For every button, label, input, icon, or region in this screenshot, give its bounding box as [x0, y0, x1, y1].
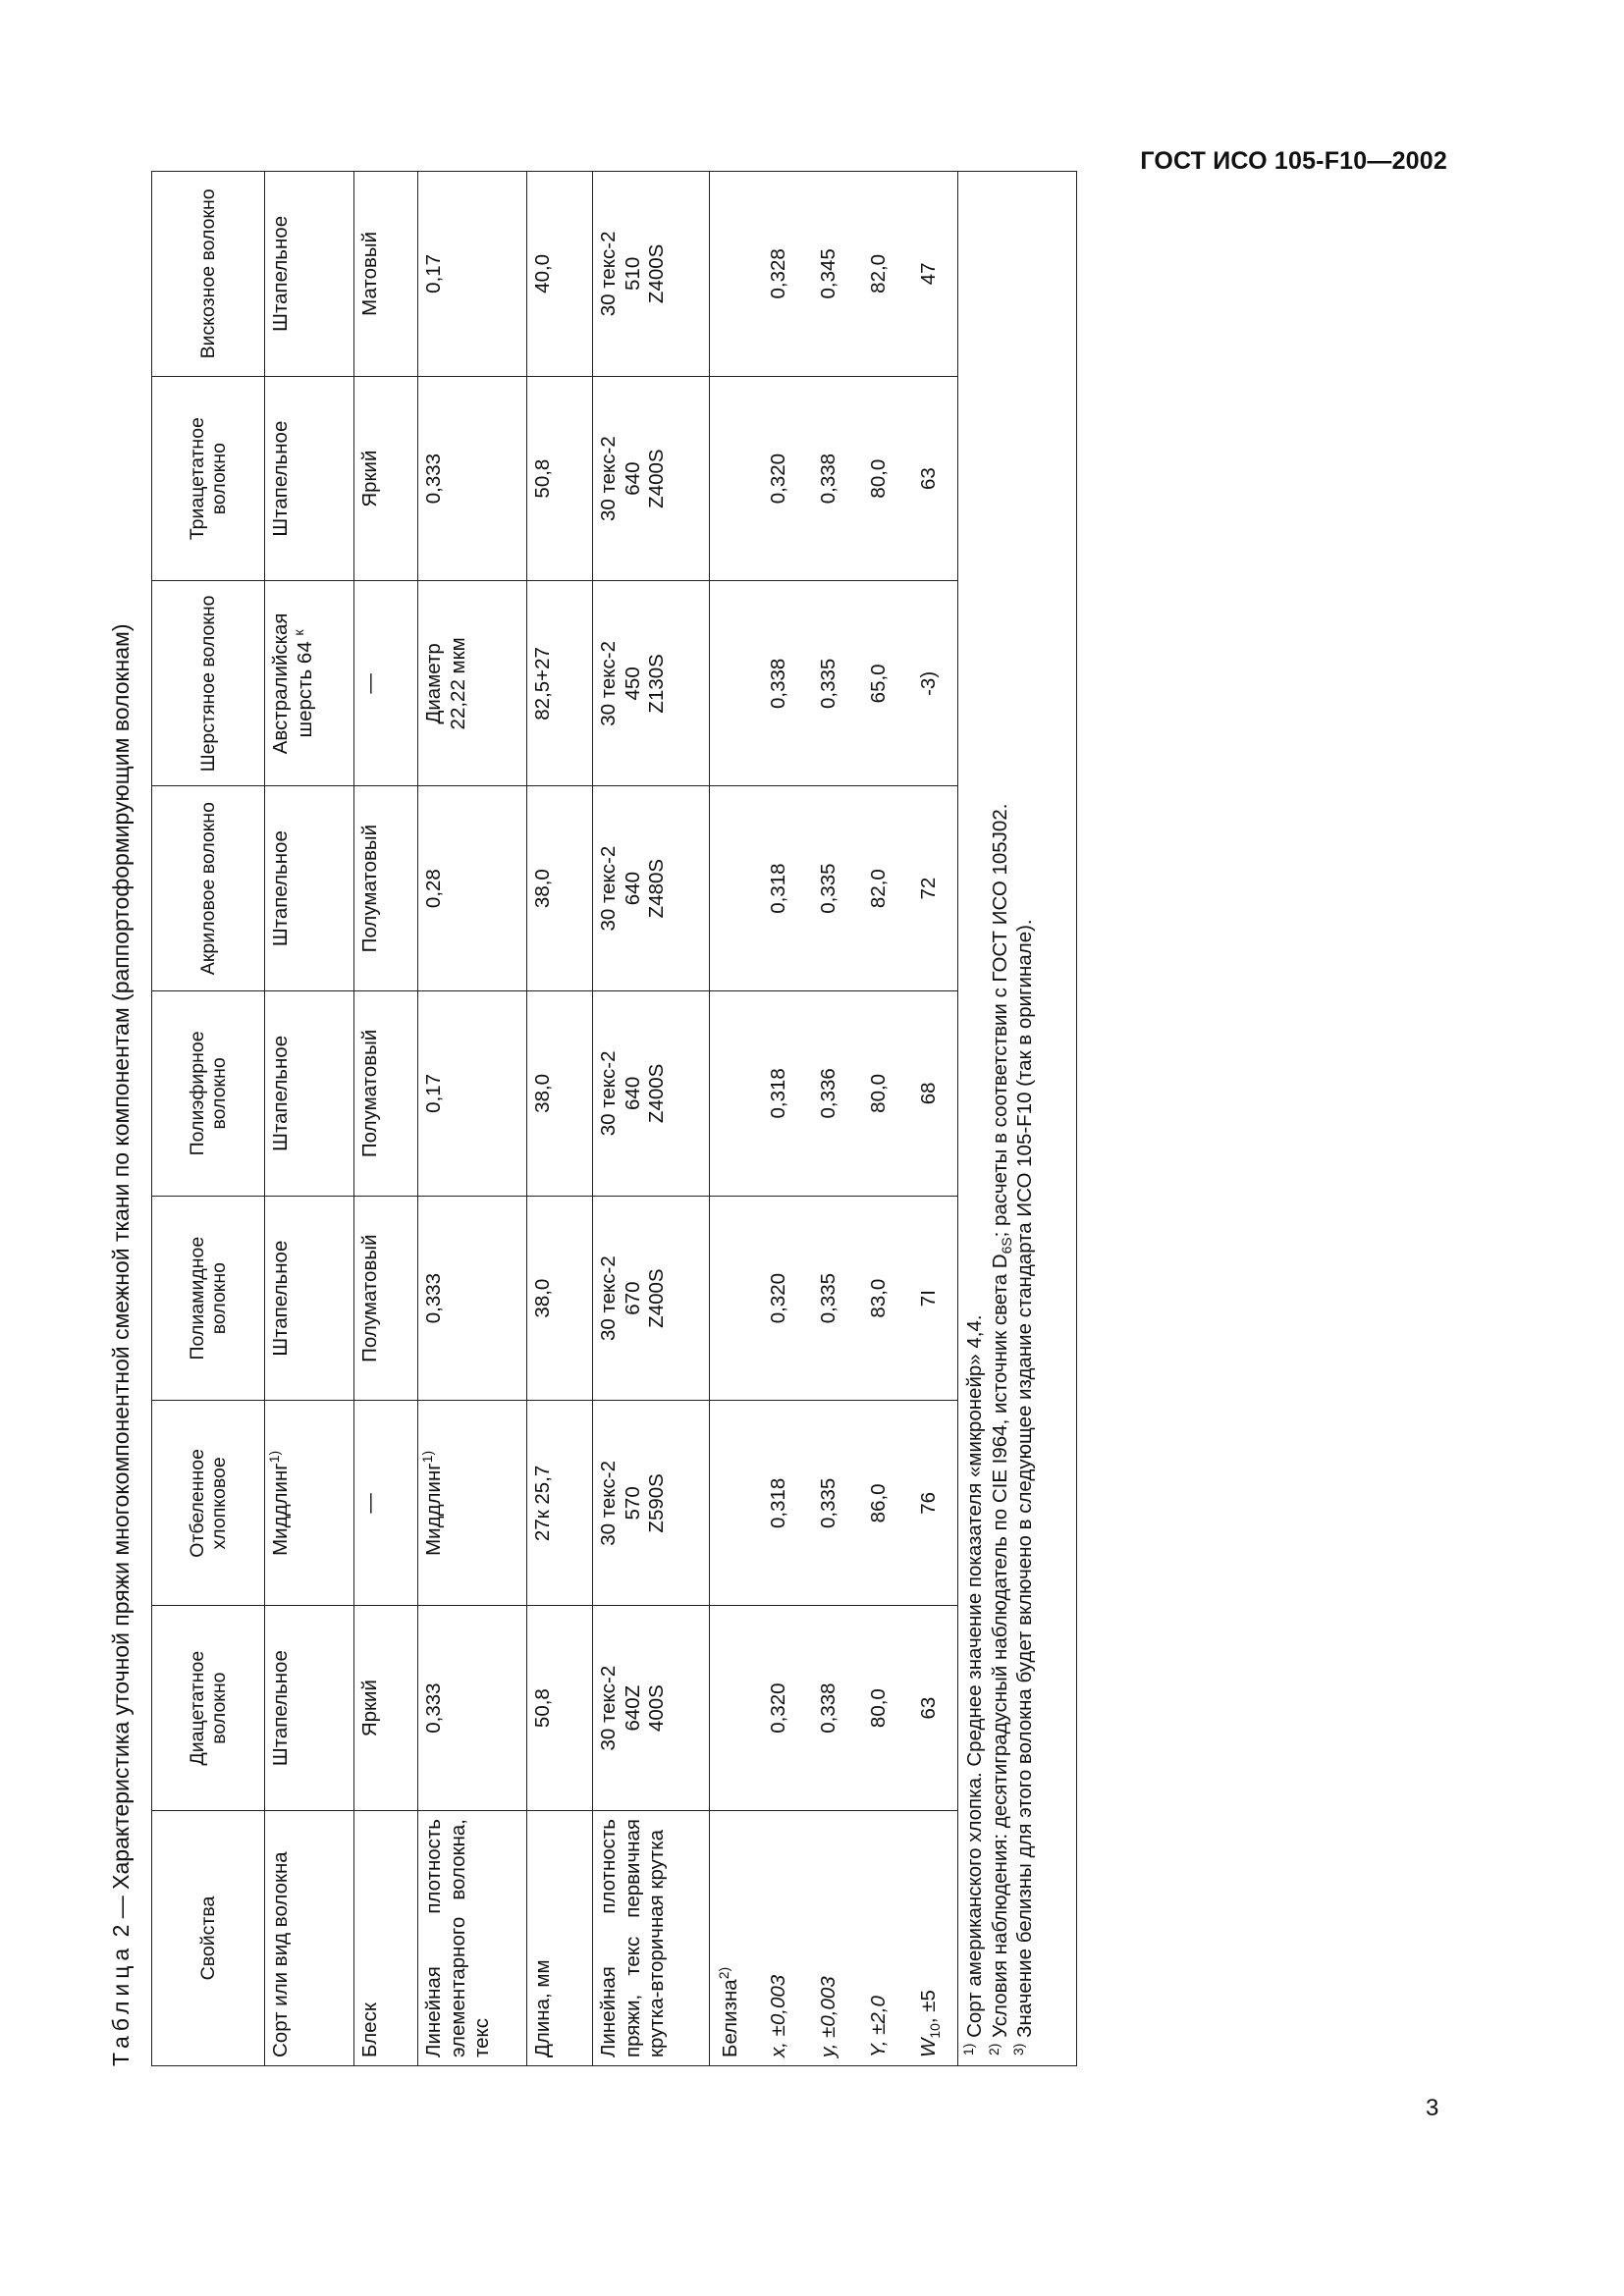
row-label: [710, 1811, 958, 2066]
table-cell: 0,28: [418, 786, 527, 991]
value-W10: 7I: [917, 1290, 940, 1308]
value-y: 0,335: [817, 1477, 839, 1529]
x-label: [753, 1819, 803, 2057]
table-cell: [710, 172, 958, 377]
fiber-properties-table: [151, 171, 1077, 2066]
table-row: [265, 172, 354, 2066]
table-cell: 50,8: [527, 1606, 593, 1811]
value-W10: 47: [917, 262, 940, 286]
table-row: [527, 172, 593, 2066]
table-cell: 30 текс-2 670 Z400S: [593, 1196, 710, 1401]
row-label: Линейная плотность элементарного волокна, текс: [418, 1811, 527, 2066]
table-footnotes: [958, 172, 1077, 2066]
value-x: 0,338: [767, 658, 789, 710]
column-header: Полиамидное волокно: [152, 1196, 265, 1401]
value-x: 0,328: [767, 248, 789, 299]
W10-label: [903, 1819, 953, 2057]
table-cell: 30 текс-2 640 Z400S: [593, 376, 710, 581]
table-row: [418, 172, 527, 2066]
footnote-3: [1012, 182, 1038, 2056]
footnote-mark: 2): [985, 2043, 1001, 2056]
value-y: 0,338: [817, 1682, 839, 1734]
cell-text: Миддлинг: [269, 1463, 292, 1556]
value-x: 0,320: [767, 453, 789, 505]
value-x: 0,318: [767, 863, 789, 914]
column-header: Полиэфирное волокно: [152, 991, 265, 1197]
value-Y: 80,0: [867, 1073, 890, 1113]
label-text: x, ±0,003: [767, 1974, 789, 2057]
table-cell: 0,333: [418, 376, 527, 581]
table-cell: 30 текс-2 640 Z480S: [593, 786, 710, 991]
table-cell: 30 текс-2 510 Z400S: [593, 172, 710, 377]
value-y: 0,335: [817, 658, 839, 710]
footnote-text: Условия наблюдения: десятиградусный наблюдатель по CIE I964, источник света D: [988, 1254, 1011, 2044]
column-header: Триацетатное волокно: [152, 376, 265, 581]
table-cell: Диаметр 22,22 мкм: [418, 581, 527, 786]
table-cell: [710, 991, 958, 1197]
table-caption-number: 2: [108, 1924, 134, 1938]
footnote-text: ; расчеты в соответствии с ГОСТ ИСО 105J02.: [988, 803, 1011, 1238]
table-cell: Яркий: [354, 1606, 418, 1811]
label-text: Y, ±2,0: [867, 1996, 890, 2057]
column-header: Вискозное волокно: [152, 172, 265, 377]
value-Y: 86,0: [867, 1483, 890, 1523]
table-cell: [418, 1401, 527, 1606]
value-x: 0,318: [767, 1068, 789, 1119]
value-Y: 82,0: [867, 869, 890, 909]
table-cell: 38,0: [527, 1196, 593, 1401]
column-header: Диацетатное волокно: [152, 1606, 265, 1811]
y-label: [803, 1819, 853, 2057]
table-cell: 0,17: [418, 172, 527, 377]
label-text: Белизна: [719, 1979, 741, 2057]
standard-code: ГОСТ ИСО 105-F10—2002: [1140, 147, 1447, 175]
Y-label: [853, 1819, 903, 2057]
label-sub: 10: [927, 2023, 944, 2039]
value-W10: 63: [917, 467, 940, 491]
footnote-text: Значение белизны для этого волокна будет включено в следующее издание стандарта ИСО 105-F10 (так в оригинале).: [1013, 919, 1037, 2044]
table-cell: Штапельное: [265, 1196, 354, 1401]
value-Y: 80,0: [867, 1688, 890, 1729]
value-Y: 80,0: [867, 458, 890, 499]
table-caption: [108, 623, 135, 2066]
footnote-ref: 1): [419, 1450, 436, 1464]
table-row-whiteness: [710, 172, 958, 2066]
table-cell: Штапельное: [265, 172, 354, 377]
table-cell: Матовый: [354, 172, 418, 377]
table-cell: [710, 376, 958, 581]
table-cell: 30 текс-2 640 Z400S: [593, 991, 710, 1197]
table-cell: Полуматовый: [354, 786, 418, 991]
table-cell: 30 текс-2 640Z 400S: [593, 1606, 710, 1811]
table-cell: 40,0: [527, 172, 593, 377]
table-cell: Яркий: [354, 376, 418, 581]
table-cell: [710, 581, 958, 786]
value-x: 0,320: [767, 1272, 789, 1324]
table-cell: [265, 1401, 354, 1606]
footnote-ref: 2): [716, 1966, 732, 1980]
table-cell: Полуматовый: [354, 991, 418, 1197]
column-header: Шерстяное волокно: [152, 581, 265, 786]
table-cell: 38,0: [527, 991, 593, 1197]
table-cell: 0,333: [418, 1606, 527, 1811]
value-W10: 76: [917, 1491, 940, 1515]
table-cell: Полуматовый: [354, 1196, 418, 1401]
page-number: 3: [1426, 2095, 1439, 2121]
table-cell: Штапельное: [265, 786, 354, 991]
table-cell: 0,17: [418, 991, 527, 1197]
whiteness-label: [714, 1819, 753, 2057]
table-cell: [265, 581, 354, 786]
table-caption-prefix: Таблица: [108, 1943, 134, 2066]
footnote-text: Сорт американского хлопка. Среднее значение показателя «микронейр» 4,4.: [963, 1314, 986, 2044]
value-Y: 82,0: [867, 253, 890, 294]
footnote-1: [962, 182, 988, 2056]
column-header: Отбеленное хлопковое: [152, 1401, 265, 1606]
value-y: 0,335: [817, 863, 839, 914]
table-caption-text: — Характеристика уточной пряжи многокомпонентной смежной ткани по компонентам (раппортоформирующим волокнам): [108, 623, 134, 1925]
table-cell: 27к 25,7: [527, 1401, 593, 1606]
label-text: W: [917, 2038, 940, 2057]
value-W10: 68: [917, 1082, 940, 1105]
value-y: 0,335: [817, 1272, 839, 1324]
value-W10: 63: [917, 1696, 940, 1720]
label-text: y, ±0,003: [817, 1976, 839, 2057]
value-Y: 65,0: [867, 664, 890, 704]
row-label: Блеск: [354, 1811, 418, 2066]
row-label: Линейная плотность пряжи, текс первичная крутка-вторичная крутка: [593, 1811, 710, 2066]
table-cell: 0,333: [418, 1196, 527, 1401]
table-cell: —: [354, 1401, 418, 1606]
table-cell: [710, 1196, 958, 1401]
table-cell: 82,5+27: [527, 581, 593, 786]
cell-text: Австралийская шерсть 64: [269, 613, 316, 755]
column-header: Акриловое волокно: [152, 786, 265, 991]
footnote-2: [985, 182, 1014, 2056]
column-header: Свойства: [152, 1811, 265, 2066]
footnote-ref: 1): [266, 1450, 283, 1464]
value-W10: 72: [917, 877, 940, 900]
table-cell: —: [354, 581, 418, 786]
table-cell: [710, 786, 958, 991]
table-cell: Штапельное: [265, 376, 354, 581]
table-row: [354, 172, 418, 2066]
footnote-mark: 3): [1010, 2043, 1027, 2056]
table-cell: [710, 1606, 958, 1811]
table-cell: 38,0: [527, 786, 593, 991]
table-cell: Штапельное: [265, 1606, 354, 1811]
label-text: , ±5: [917, 1990, 940, 2024]
table-cell: [710, 1401, 958, 1606]
value-y: 0,345: [817, 248, 839, 299]
table-cell: 30 текс-2 450 Z130S: [593, 581, 710, 786]
value-y: 0,336: [817, 1068, 839, 1119]
value-x: 0,320: [767, 1682, 789, 1734]
footnotes-row: [958, 172, 1077, 2066]
table-cell: 50,8: [527, 376, 593, 581]
value-W10: -3): [917, 670, 940, 696]
table-cell: Штапельное: [265, 991, 354, 1197]
table-header-row: [152, 172, 265, 2066]
footnote-sub: 6S: [998, 1237, 1014, 1255]
table-cell: 30 текс-2 570 Z590S: [593, 1401, 710, 1606]
unit-mark: к: [290, 629, 306, 636]
cell-text: Миддлинг: [422, 1463, 445, 1556]
value-Y: 83,0: [867, 1278, 890, 1318]
footnote-mark: 1): [960, 2043, 977, 2056]
rotated-table-block: [108, 172, 1114, 2066]
value-y: 0,338: [817, 453, 839, 505]
row-label: Длина, мм: [527, 1811, 593, 2066]
table-row: [593, 172, 710, 2066]
value-x: 0,318: [767, 1477, 789, 1529]
row-label: Сорт или вид волокна: [265, 1811, 354, 2066]
